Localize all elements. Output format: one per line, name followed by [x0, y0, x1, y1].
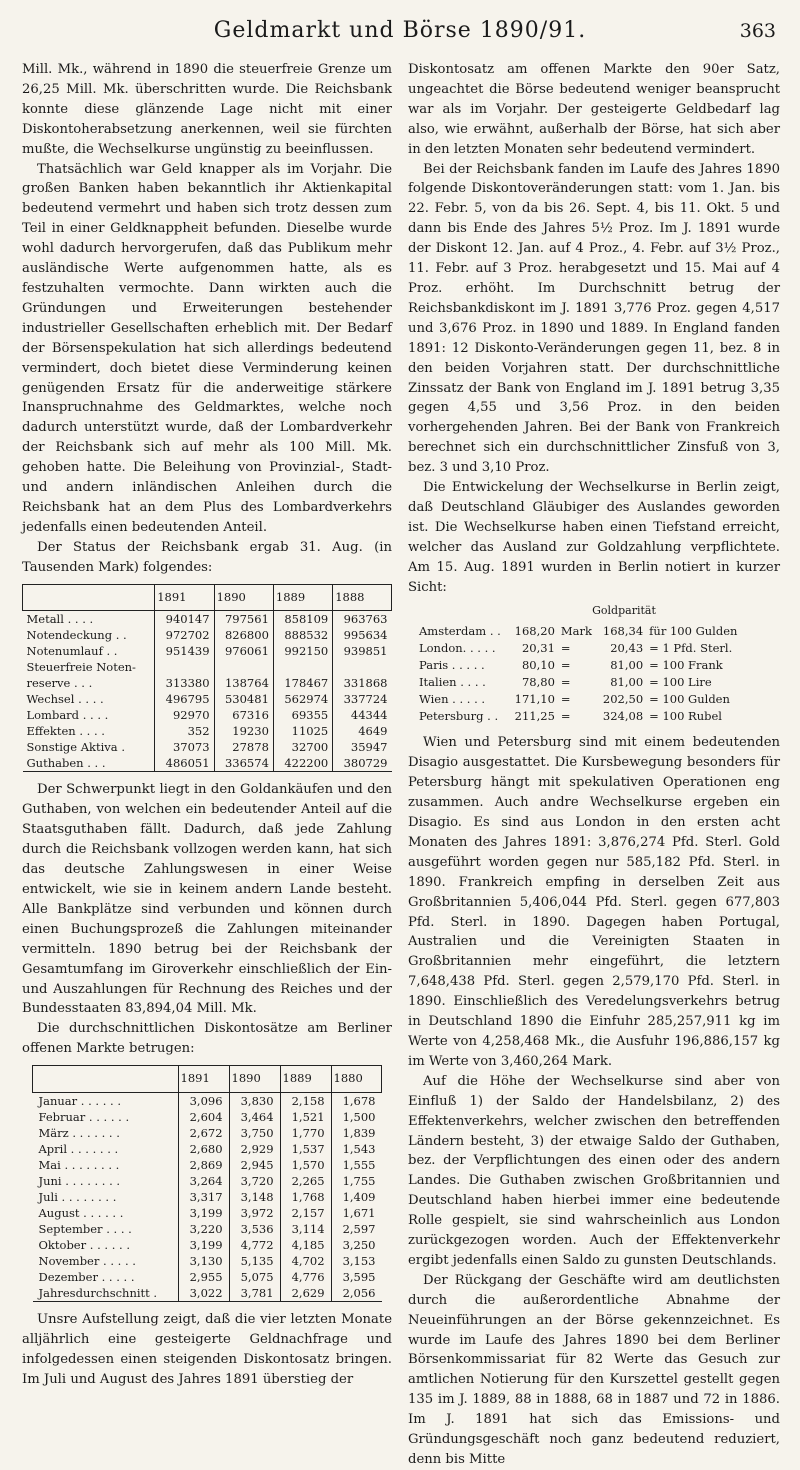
row-label: April . . . . . . .	[38, 1142, 119, 1157]
table-cell: 4,702	[280, 1253, 331, 1269]
table-cell: 337724	[333, 691, 392, 707]
table-row	[33, 1269, 382, 1285]
table-cell: 3,464	[229, 1109, 280, 1125]
page-header	[22, 18, 778, 52]
row-label: Februar . . . . . .	[38, 1110, 130, 1125]
table-cell: 486051	[155, 755, 214, 772]
table-cell: 1,671	[331, 1205, 381, 1221]
parity-heading: Goldparität	[592, 604, 656, 618]
table-cell: 171,10	[514, 692, 555, 707]
table-cell: 3,830	[229, 1093, 280, 1110]
table-row	[33, 1173, 382, 1189]
row-label: Petersburg . .	[419, 709, 499, 724]
table-cell: 20,31	[521, 641, 555, 656]
table-cell: 1,570	[280, 1157, 331, 1173]
table-cell: 3,114	[280, 1221, 331, 1237]
table-cell: 992150	[273, 643, 332, 659]
table-cell: 1,678	[331, 1093, 381, 1110]
table-row	[33, 1109, 382, 1125]
table-cell: 976061	[214, 643, 273, 659]
table-cell: 4649	[333, 723, 392, 739]
table-cell: 940147	[155, 611, 214, 628]
table-cell: = 100 Gulden	[649, 692, 730, 707]
table-row	[33, 1189, 382, 1205]
table-cell: 69355	[273, 707, 332, 723]
table-cell: 3,595	[331, 1269, 381, 1285]
table-cell: 2,929	[229, 1141, 280, 1157]
table-row	[23, 659, 392, 675]
table-cell: 67316	[214, 707, 273, 723]
table-cell: 939851	[333, 643, 392, 659]
table-cell: 336574	[214, 755, 273, 772]
table-header-cell: 1891	[155, 584, 214, 611]
table-cell: 3,781	[229, 1285, 280, 1302]
table-cell: 1,543	[331, 1141, 381, 1157]
table-cell: = 100 Frank	[649, 658, 723, 673]
row-label: Lombard . . . .	[26, 708, 109, 723]
table-cell: 963763	[333, 611, 392, 628]
table-row	[23, 755, 392, 772]
table-cell: 80,10	[521, 658, 555, 673]
row-label: Italien . . . .	[419, 675, 486, 690]
table-cell: 951439	[155, 643, 214, 659]
table-cell: 3,720	[229, 1173, 280, 1189]
table-cell: 1,755	[331, 1173, 381, 1189]
paragraph: Der Rückgang der Geschäfte wird am deutlichsten durch die außerordentliche Abnahme der Neueinführungen an der Börse gekennzeichnet. Es wurde im Laufe des Jahres 1890 bei dem Berliner Börsenkommissariat für 82 Werte das Gesuch zur amtlichen Notierung für den Kurszettel gestellt gegen 135 im J. 1889, 88 in 1888, 68 in 1887 und 72 in 1886. Im J. 1891 hat sich das Emissions- und Gründungsgeschäft noch ganz bedeutend reduziert, denn bis Mitte	[408, 1272, 780, 1467]
table-cell: 1,768	[280, 1189, 331, 1205]
table-cell: 3,264	[178, 1173, 229, 1189]
table-cell	[333, 659, 392, 675]
table-cell	[155, 659, 214, 675]
table-cell: 797561	[214, 611, 273, 628]
table-cell: 422200	[273, 755, 332, 772]
paragraph: Der Status der Reichsbank ergab 31. Aug. (in Tausenden Mark) folgendes:	[22, 539, 392, 575]
table-cell: = 100 Rubel	[649, 709, 722, 724]
paragraph: Die Entwickelung der Wechselkurse in Berlin zeigt, daß Deutschland Gläubiger des Auslandes geworden ist. Die Wechselkurse haben einen Tiefstand erreicht, welcher das Ausland zur Goldzahlung verpflichtete. Am 15. Aug. 1891 wurden in Berlin notiert in kurzer Sicht:	[408, 480, 780, 595]
table-cell: 3,130	[178, 1253, 229, 1269]
row-label: reserve . . .	[26, 676, 93, 691]
table-cell: 35947	[333, 739, 392, 755]
table-cell: 3,317	[178, 1189, 229, 1205]
table-cell: 178467	[273, 675, 332, 691]
table-row	[23, 611, 392, 628]
table-header-cell: 1889	[280, 1066, 331, 1093]
table-cell: 826800	[214, 627, 273, 643]
row-label: Paris . . . . .	[419, 658, 485, 673]
paragraph: Mill. Mk., während in 1890 die steuerfreie Grenze um 26,25 Mill. Mk. überschritten wurde. Die Reichsbank konnte diese glänzende Lage nicht mit einer Diskontoherabsetzung anerkennen, weil sie fürchten mußte, die Wechselkurse ungünstig zu beeinflussen.	[22, 62, 392, 157]
table-cell: 496795	[155, 691, 214, 707]
table-row	[33, 1141, 382, 1157]
table-cell: 3,972	[229, 1205, 280, 1221]
table-cell: Mark	[560, 624, 593, 639]
table-cell: 1,500	[331, 1109, 381, 1125]
table-header-cell: 1889	[273, 584, 332, 611]
table-cell: =	[560, 641, 571, 656]
table-cell: 168,20	[514, 624, 555, 639]
table-cell: 2,604	[178, 1109, 229, 1125]
table-cell: 2,945	[229, 1157, 280, 1173]
row-label: Effekten . . . .	[26, 724, 105, 739]
table-row	[23, 723, 392, 739]
table-row	[33, 1285, 382, 1302]
table-cell: 3,153	[331, 1253, 381, 1269]
table-cell: 168,34	[602, 624, 644, 639]
page-number: 363	[739, 20, 776, 42]
table-cell: 3,022	[178, 1285, 229, 1302]
table-cell: 562974	[273, 691, 332, 707]
table-cell: = 100 Lire	[649, 675, 712, 690]
table-cell: 19230	[214, 723, 273, 739]
table-cell: 3,220	[178, 1221, 229, 1237]
table-cell: 1,770	[280, 1125, 331, 1141]
paragraph: Thatsächlich war Geld knapper als im Vorjahr. Die großen Banken haben bekanntlich ihr Aktienkapital bedeutend vermehrt und haben sich trotz dessen zum Teil in einer Geldknappheit befunden. Dieselbe wurde wohl dadurch hervorgerufen, daß das Publikum mehr ausländische Werte aufgenommen hatte, als es festzuhalten vermochte. Dann wirkten auch die Gründungen und Erweiterungen bestehender industrieller Gesellschaften erheblich mit. Der Bedarf der Börsenspekulation hat sich allerdings bedeutend vermindert, doch bietet diese Verminderung keinen genügenden Ersatz für die anderweitige stärkere Inanspruchnahme des Geldmarktes, welche noch dadurch unterstützt wurde, daß der Lombardverkehr der Reichsbank sich auf mehr als 100 Mill. Mk. gehoben hatte. Die Beleihung von Provinzial-, Stadt- und andern inländischen Anleihen durch die Reichsbank hat an dem Plus des Lombardverkehrs jedenfalls einen bedeutenden Anteil.	[22, 161, 392, 535]
table-cell: 530481	[214, 691, 273, 707]
table-cell: 1,537	[280, 1141, 331, 1157]
table-header-cell	[33, 1066, 179, 1093]
table-header-cell: 1890	[214, 584, 273, 611]
table-cell: 11025	[273, 723, 332, 739]
row-label: März . . . . . . .	[38, 1126, 120, 1141]
table-header-cell: 1880	[331, 1066, 381, 1093]
table-cell: 81,00	[610, 658, 644, 673]
table-cell: 5,135	[229, 1253, 280, 1269]
table-cell: 995634	[333, 627, 392, 643]
paragraph: Wien und Petersburg sind mit einem bedeutenden Disagio ausgestattet. Die Kursbewegung besonders für Petersburg hängt mit spekulativen Operationen eng zusammen. Auch andre Wechselkurse ergeben ein Disagio. Es sind aus London in den ersten acht Monaten des Jahres 1891: 3,876,274 Pfd. Sterl. Gold ausgeführt worden gegen nur 585,182 Pfd. Sterl. in 1890. Frankreich empfing in derselben Zeit aus Großbritannien 5,406,044 Pfd. Sterl. gegen 677,803 Pfd. Sterl. in 1890. Dagegen haben Portugal, Australien und die Vereinigten Staaten in Großbritannien mehr eingeführt, die letztern 7,648,438 Pfd. Sterl. gegen 2,579,170 Pfd. Sterl. in 1890. Einschließlich des Veredelungsverkehrs betrug in Deutschland 1890 die Einfuhr 285,257,911 kg im Werte von 4,258,468 Mk., die Ausfuhr 196,886,157 kg im Werte von 3,460,264 Mark.	[408, 735, 780, 1069]
row-label: Juli . . . . . . . .	[38, 1190, 117, 1205]
table-cell	[273, 659, 332, 675]
paragraph: Bei der Reichsbank fanden im Laufe des Jahres 1890 folgende Diskontoveränderungen statt: vom 1. Jan. bis 22. Febr. 5, von da bis 26. Sept. 4, bis 11. Okt. 5 und dann bis Ende des Jahres 5½ Proz. Im J. 1891 wurde der Diskont 12. Jan. auf 4 Proz., 4. Febr. auf 3½ Proz., 11. Febr. auf 3 Proz. herabgesetzt und 15. Mai auf 4 Proz. erhöht. Im Durchschnitt betrug der Reichsbankdiskont im J. 1891 3,776 Proz. gegen 4,517 und 3,676 Proz. in 1890 und 1889. In England fanden 1891: 12 Diskonto-Veränderungen gegen 11, bez. 8 in den beiden Vorjahren statt. Der durchschnittliche Zinssatz der Bank von England im J. 1891 betrug 3,35 gegen 4,55 und 3,56 Proz. in den beiden vorhergehenden Jahren. Bei der Bank von Frankreich berechnet sich ein durchschnittlicher Zinsfuß von 3, bez. 3 und 3,10 Proz.	[408, 161, 780, 476]
table-cell: 5,075	[229, 1269, 280, 1285]
table-cell: 3,148	[229, 1189, 280, 1205]
row-label: London. . . . .	[419, 641, 496, 656]
exchange-rates-table	[416, 623, 746, 725]
table-header-cell: 1888	[333, 584, 392, 611]
row-label: Guthaben . . .	[23, 755, 155, 772]
table-row	[416, 674, 746, 691]
table-cell: 1,839	[331, 1125, 381, 1141]
table-cell: 81,00	[610, 675, 644, 690]
table-cell: = 1 Pfd. Sterl.	[649, 641, 733, 656]
row-label: Juni . . . . . . . .	[38, 1174, 121, 1189]
table-row	[416, 640, 746, 657]
table-cell: 324,08	[602, 709, 644, 724]
table-cell: 1,409	[331, 1189, 381, 1205]
table-row	[416, 657, 746, 674]
table-cell: 3,199	[178, 1205, 229, 1221]
reichsbank-status-table	[22, 584, 392, 773]
table-cell: 2,869	[178, 1157, 229, 1173]
table-cell: 331868	[333, 675, 392, 691]
left-column	[22, 60, 392, 1390]
right-column	[408, 60, 780, 1470]
table-cell: 3,250	[331, 1237, 381, 1253]
table-cell: für 100 Gulden	[649, 624, 738, 639]
table-row	[416, 708, 746, 725]
table-cell: 4,776	[280, 1269, 331, 1285]
table-cell: =	[560, 658, 571, 673]
row-label: Jahresdurchschnitt .	[33, 1285, 179, 1302]
table-row	[23, 643, 392, 659]
row-label: Oktober . . . . . .	[38, 1238, 130, 1253]
row-label: Notendeckung . .	[26, 628, 127, 643]
table-cell: 2,672	[178, 1125, 229, 1141]
table-row	[33, 1125, 382, 1141]
paragraph: Die durchschnittlichen Diskontosätze am Berliner offenen Markte betrugen:	[22, 1021, 392, 1057]
paragraph: Unsre Aufstellung zeigt, daß die vier letzten Monate alljährlich eine gesteigerte Geldnachfrage und infolgedessen einen steigenden Diskontosatz bringen. Im Juli und August des Jahres 1891 überstieg der	[22, 1312, 392, 1387]
table-cell: =	[560, 675, 571, 690]
table-cell: 92970	[155, 707, 214, 723]
paragraph: Der Schwerpunkt liegt in den Goldankäufen und den Guthaben, von welchen ein bedeutender Anteil auf die Staatsguthaben fällt. Dadurch, daß jede Zahlung durch die Reichsbank vollzogen werden kann, hat sich das deutsche Zahlungswesen in einer Weise entwickelt, wie sie in keinem andern Lande besteht. Alle Bankplätze sind verbunden und können durch einen Buchungsprozeß die Zahlungen miteinander vermitteln. 1890 betrug bei der Reichsbank der Gesamtumfang im Giroverkehr einschließlich der Ein- und Auszahlungen für Rechnung des Reiches und der Bundesstaaten 83,894,04 Mill. Mk.	[22, 782, 392, 1017]
table-row	[33, 1237, 382, 1253]
table-cell: 313380	[155, 675, 214, 691]
table-cell: 858109	[273, 611, 332, 628]
table-cell: 3,750	[229, 1125, 280, 1141]
table-cell: 1,555	[331, 1157, 381, 1173]
table-header-cell: 1891	[178, 1066, 229, 1093]
table-cell: 972702	[155, 627, 214, 643]
table-cell: 2,629	[280, 1285, 331, 1302]
table-cell	[214, 659, 273, 675]
running-title: Geldmarkt und Börse 1890/91.	[213, 18, 587, 43]
table-row	[23, 675, 392, 691]
table-cell: 4,185	[280, 1237, 331, 1253]
table-cell: 78,80	[521, 675, 555, 690]
table-cell: 2,597	[331, 1221, 381, 1237]
table-cell: 2,056	[331, 1285, 381, 1302]
paragraph: Auf die Höhe der Wechselkurse sind aber von Einfluß 1) der Saldo der Handelsbilanz, 2) des Effektenverkehrs, welcher zwischen den betreffenden Ländern besteht, 3) der etwaige Saldo der Guthaben, bez. der Verpflichtungen des einen oder des andern Landes. Die Guthaben zwischen Großbritannien und Deutschland haben hierbei immer eine bedeutende Rolle gespielt, sie sind wahrscheinlich aus London zurückgezogen worden. Auch der Effektenverkehr ergibt jedenfalls einen Saldo zu gunsten Deutschlands.	[408, 1073, 780, 1268]
table-row	[33, 1157, 382, 1173]
table-row	[23, 739, 392, 755]
table-cell: 2,265	[280, 1173, 331, 1189]
row-label: Notenumlauf . .	[26, 644, 118, 659]
row-label: Wien . . . . .	[419, 692, 486, 707]
row-label: Mai . . . . . . . .	[38, 1158, 120, 1173]
paragraph: Diskontosatz am offenen Markte den 90er Satz, ungeachtet die Börse bedeutend weniger beansprucht war als im Vorjahr. Der gesteigerte Geldbedarf lag also, wie erwähnt, außerhalb der Börse, hat sich aber in den letzten Monaten sehr bedeutend vermindert.	[408, 62, 780, 157]
table-row	[416, 691, 746, 708]
table-row	[416, 623, 746, 640]
table-cell: 2,955	[178, 1269, 229, 1285]
table-cell: 32700	[273, 739, 332, 755]
table-cell: 211,25	[514, 709, 555, 724]
row-label: September . . . .	[38, 1222, 132, 1237]
table-row	[33, 1253, 382, 1269]
row-label: August . . . . . .	[38, 1206, 124, 1221]
table-cell: 4,772	[229, 1237, 280, 1253]
table-row	[33, 1205, 382, 1221]
table-header-cell: 1890	[229, 1066, 280, 1093]
row-label: Steuerfreie Noten-	[26, 660, 136, 675]
table-cell: 352	[155, 723, 214, 739]
table-cell: 202,50	[602, 692, 644, 707]
table-row	[23, 627, 392, 643]
table-row	[33, 1093, 382, 1110]
table-cell: 3,096	[178, 1093, 229, 1110]
row-label: Januar . . . . . .	[38, 1094, 121, 1109]
row-label: Amsterdam . .	[419, 624, 501, 639]
table-cell: 138764	[214, 675, 273, 691]
row-label: November . . . . .	[38, 1254, 136, 1269]
row-label: Dezember . . . . .	[38, 1270, 135, 1285]
row-label: Sonstige Aktiva .	[26, 740, 125, 755]
table-cell: 1,521	[280, 1109, 331, 1125]
table-row	[23, 691, 392, 707]
table-cell: =	[560, 709, 571, 724]
table-cell: =	[560, 692, 571, 707]
table-cell: 3,199	[178, 1237, 229, 1253]
table-cell: 2,157	[280, 1205, 331, 1221]
table-cell: 2,158	[280, 1093, 331, 1110]
table-cell: 44344	[333, 707, 392, 723]
table-cell: 20,43	[610, 641, 644, 656]
table-row	[33, 1221, 382, 1237]
row-label: Metall . . . .	[26, 612, 94, 627]
table-cell: 380729	[333, 755, 392, 772]
table-cell: 2,680	[178, 1141, 229, 1157]
table-row	[23, 707, 392, 723]
table-cell: 3,536	[229, 1221, 280, 1237]
table-cell: 888532	[273, 627, 332, 643]
table-cell: 37073	[155, 739, 214, 755]
table-cell: 27878	[214, 739, 273, 755]
discount-rates-table	[32, 1065, 382, 1302]
table-header-cell	[23, 584, 155, 611]
row-label: Wechsel . . . .	[26, 692, 104, 707]
